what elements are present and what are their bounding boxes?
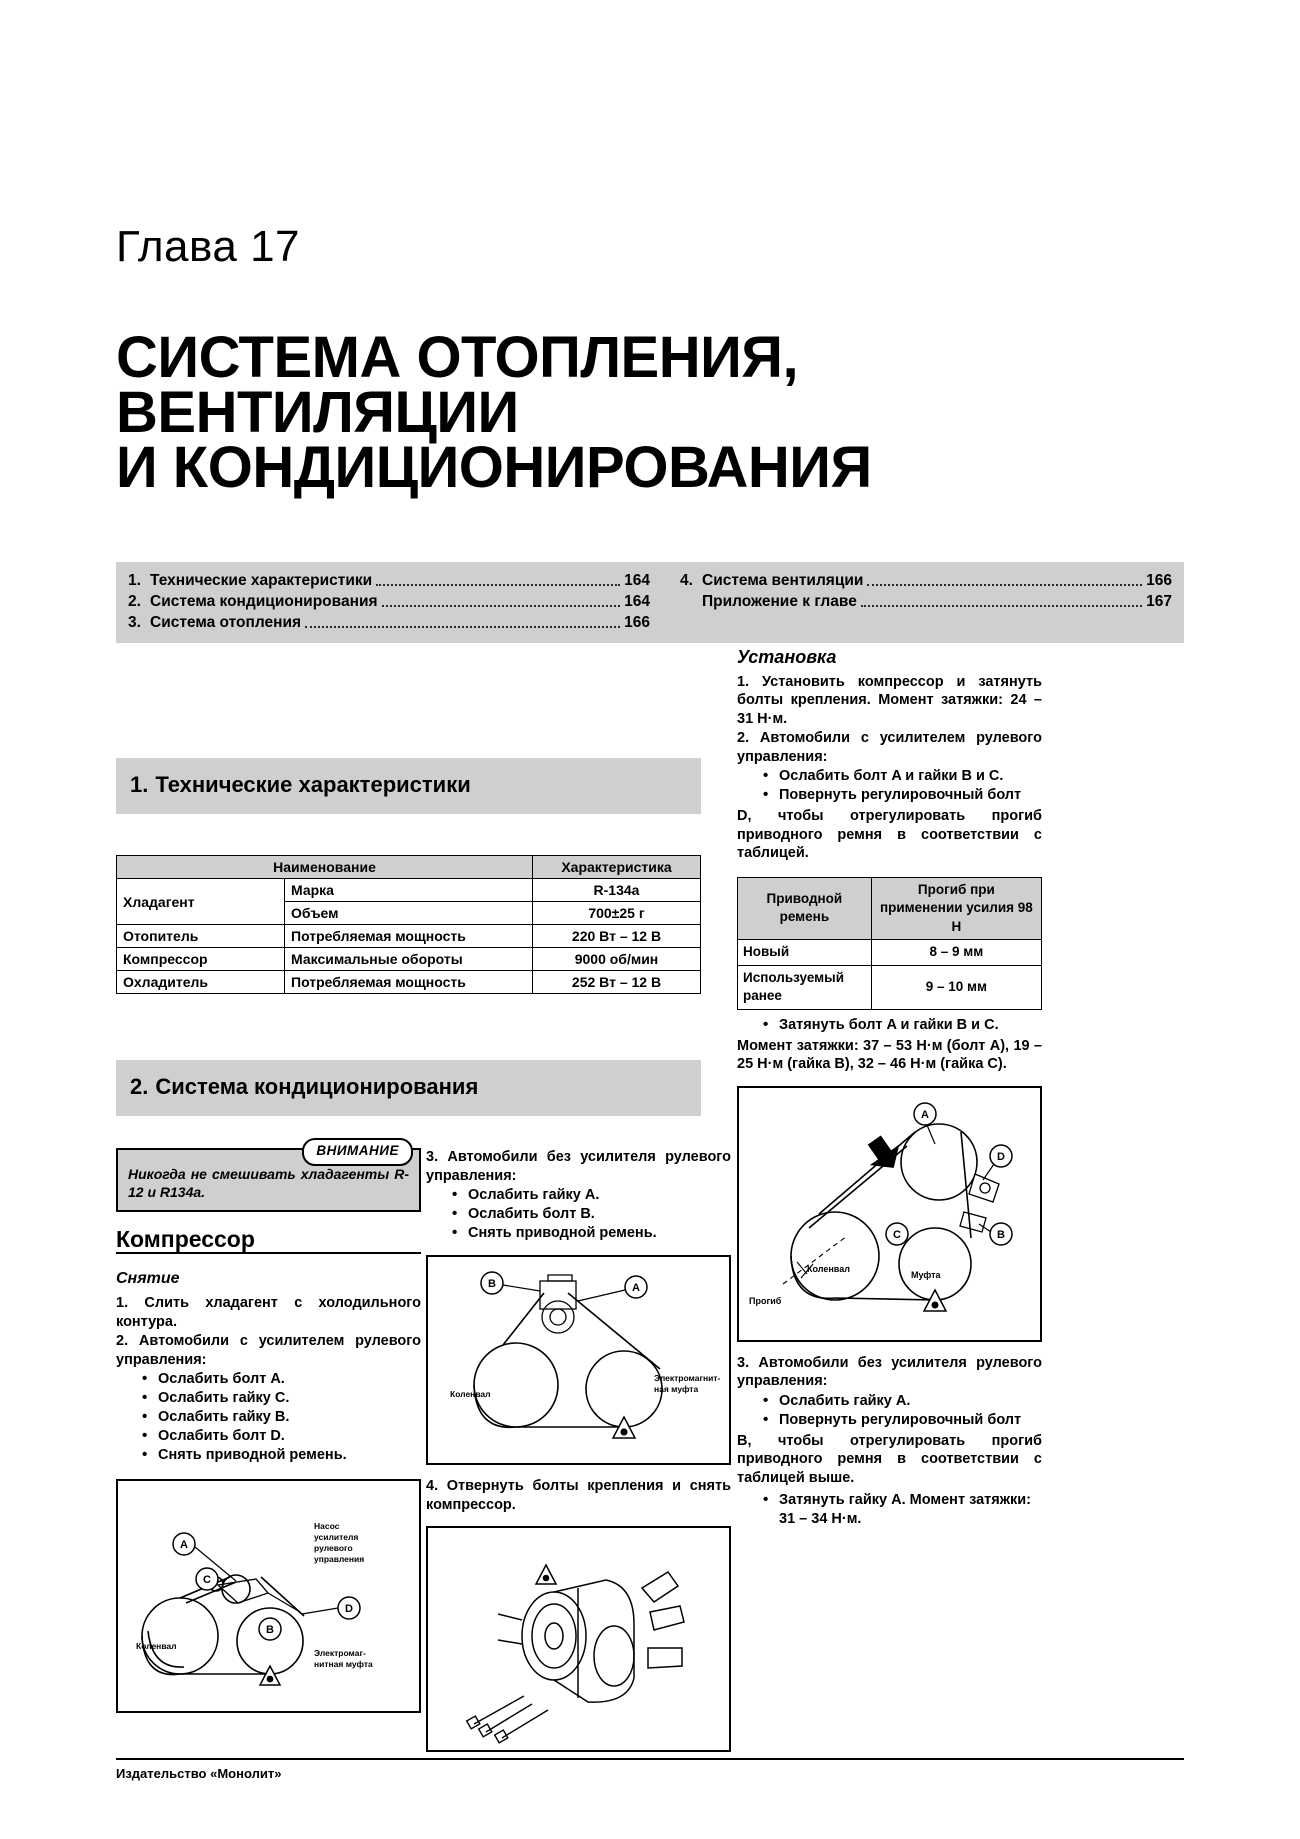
callout-d: D (997, 1150, 1005, 1163)
install-step-2-bullets (737, 767, 1042, 805)
right-column (737, 648, 1042, 1531)
install-tighten-bullet (737, 1016, 1042, 1035)
cell-value: 9000 об/мин (533, 948, 701, 971)
crankshaft-symbol (260, 1666, 280, 1685)
figure-compressor (426, 1526, 731, 1752)
toc-label: Система кондиционирования (150, 593, 378, 610)
install-step-1-number: 1. (737, 673, 750, 690)
figure-2-drawing (428, 1257, 730, 1463)
cell-param: Максимальные обороты (285, 948, 533, 971)
toc-leader (867, 574, 1142, 586)
callout-c: C (893, 1228, 901, 1241)
column-header-name: Наименование (117, 856, 533, 879)
list-item: • Снять приводной ремень. (158, 1446, 421, 1465)
step-4 (426, 1477, 731, 1514)
list-item: • Повернуть регулировочный болт (779, 786, 1042, 805)
list-item: • Ослабить гайку A. (779, 1392, 1042, 1411)
figure-1-drawing (118, 1481, 420, 1711)
left-column (116, 1143, 422, 1713)
toc-leader (376, 574, 620, 586)
figure-3-label-deflection: Прогиб (749, 1295, 782, 1306)
install-step-1-text: Установить компрессор и затянуть болты крепления. Момент затяжки: 24 – 31 Н·м. (737, 673, 1042, 727)
list-item: • Снять приводной ремень. (468, 1224, 731, 1243)
install-step-3-number: 3. (737, 1354, 750, 1371)
column-header-belt: Приводной ремень (738, 877, 872, 940)
callout-b: B (488, 1278, 496, 1290)
table-row (117, 925, 701, 948)
callout-d: D (345, 1603, 353, 1615)
step-3-number: 3. (426, 1149, 439, 1165)
table-row (117, 948, 701, 971)
removal-heading: Снятие (116, 1269, 180, 1287)
figure-2-label-crankshaft: Коленвал (450, 1389, 491, 1399)
install-step-3 (737, 1354, 1042, 1391)
toc-number: 2. (128, 593, 141, 610)
install-step-1 (737, 673, 1042, 729)
figure-3-label-crankshaft: Коленвал (807, 1263, 850, 1274)
figure-3-drawing (739, 1088, 1041, 1340)
callout-a: A (921, 1108, 929, 1121)
warning-text: Никогда не смешивать хладагенты R-12 и R134a. (128, 1166, 409, 1200)
figure-1-label-pump-line4: управления (314, 1554, 365, 1564)
install-final-bullet (737, 1491, 1042, 1529)
cell-belt: Используемый ранее (738, 965, 872, 1009)
install-step-2-continued: D, чтобы отрегулировать прогиб приводного ремня в соответствии с таблицей. (737, 808, 1042, 861)
callout-b: B (997, 1228, 1005, 1241)
list-item: • Ослабить болт A и гайки B и C. (779, 767, 1042, 786)
list-item: • Ослабить болт A. (158, 1370, 421, 1389)
warning-box (116, 1143, 421, 1212)
figure-1-label-clutch-2: нитная муфта (314, 1659, 373, 1669)
toc-number: 4. (680, 572, 693, 589)
column-header-deflection: Прогиб при применении усилия 98 Н (871, 877, 1041, 940)
toc-page-number: 166 (1146, 572, 1172, 589)
table-row (117, 971, 701, 994)
toc-column-right (650, 570, 1172, 633)
table-header-row (117, 856, 701, 879)
step-1 (116, 1294, 421, 1331)
toc-label: Приложение к главе (702, 593, 857, 610)
toc-label: Система отопления (150, 614, 302, 631)
toc-page-number: 164 (624, 593, 650, 610)
figure-1-label-pump-line3: рулевого (314, 1543, 353, 1553)
install-step-3-continued: B, чтобы отрегулировать прогиб приводного ремня в соответствии с таблицей выше. (737, 1432, 1042, 1486)
cell-value: 252 Вт – 12 В (533, 971, 701, 994)
toc-column-left (128, 570, 650, 633)
step-3 (426, 1148, 731, 1185)
figure-1-label-crankshaft: Коленвал (136, 1641, 177, 1651)
chapter-title-line-1: СИСТЕМА ОТОПЛЕНИЯ, (116, 325, 799, 390)
step-2 (116, 1332, 421, 1369)
toc-item[interactable] (128, 570, 650, 591)
cell-group: Хладагент (117, 879, 285, 925)
figure-1-label-pump-line1: Насос (314, 1521, 340, 1531)
list-item: • Затянуть болт A и гайки B и C. (779, 1016, 1042, 1035)
install-step-3-bullets (737, 1392, 1042, 1430)
section-2-number: 2. (130, 1074, 149, 1099)
list-item: • Ослабить гайку B. (158, 1408, 421, 1427)
footer-publisher: Издательство «Монолит» (116, 1766, 282, 1781)
section-2-title: Система кондиционирования (155, 1074, 479, 1099)
toc-page-number: 166 (624, 614, 650, 631)
middle-column (426, 1148, 731, 1752)
list-item: • Затянуть гайку A. Момент затяжки: 31 – 34 Н·м. (779, 1491, 1042, 1529)
table-row (738, 965, 1042, 1009)
step-3-bullet-list (426, 1186, 731, 1243)
table-of-contents (116, 562, 1184, 643)
list-item: • Ослабить болт B. (468, 1205, 731, 1224)
figure-belt-layout-power-steering (116, 1479, 421, 1713)
cell-param: Марка (285, 879, 533, 902)
section-1-heading (116, 758, 701, 814)
step-3-text: Автомобили без усилителя рулевого управления: (426, 1149, 731, 1184)
list-item: • Повернуть регулировочный болт (779, 1411, 1042, 1430)
cell-value: 700±25 г (533, 902, 701, 925)
belt-deflection-table (737, 877, 1042, 1010)
callout-a: A (180, 1539, 188, 1551)
cell-deflection: 8 – 9 мм (871, 940, 1041, 966)
toc-page-number: 167 (1146, 593, 1172, 610)
install-step-2 (737, 729, 1042, 766)
cell-group: Компрессор (117, 948, 285, 971)
install-step-2-number: 2. (737, 730, 750, 746)
step-2-number: 2. (116, 1333, 129, 1349)
list-item: • Ослабить гайку A. (468, 1186, 731, 1205)
column-header-value: Характеристика (533, 856, 701, 879)
step-1-text: Слить хладагент с холодильного контура. (116, 1295, 422, 1330)
step-4-text: Отвернуть болты крепления и снять компрессор. (426, 1478, 731, 1513)
specifications-table-wrapper (116, 855, 701, 994)
removal-bullet-list (116, 1370, 421, 1465)
cell-belt: Новый (738, 940, 872, 966)
specifications-table (116, 855, 701, 994)
figure-4-drawing (428, 1528, 730, 1750)
chapter-title-line-2: ВЕНТИЛЯЦИИ (116, 380, 519, 445)
table-header-row (738, 877, 1042, 940)
toc-leader (305, 616, 620, 628)
step-2-text: Автомобили с усилителем рулевого управления: (116, 1333, 421, 1368)
step-1-number: 1. (116, 1295, 129, 1311)
table-row (738, 940, 1042, 966)
warning-badge: ВНИМАНИЕ (302, 1138, 413, 1166)
list-item: • Ослабить болт D. (158, 1427, 421, 1446)
install-torque-text: Момент затяжки: 37 – 53 Н·м (болт A), 19 – 25 Н·м (гайка B), 32 – 46 Н·м (гайка C). (737, 1037, 1042, 1072)
toc-label: Система вентиляции (702, 572, 864, 589)
chapter-label: Глава 17 (116, 222, 301, 271)
callout-a: A (632, 1282, 640, 1294)
figure-2-label-clutch-2: ная муфта (654, 1384, 699, 1394)
list-item: • Ослабить гайку C. (158, 1389, 421, 1408)
figure-belt-adjustment (737, 1086, 1042, 1342)
chapter-title (116, 325, 1076, 500)
toc-item[interactable] (128, 612, 650, 633)
cell-group: Отопитель (117, 925, 285, 948)
cell-param: Потребляемая мощность (285, 971, 533, 994)
toc-number: 3. (128, 614, 141, 631)
section-2-heading (116, 1060, 701, 1116)
cell-param: Потребляемая мощность (285, 925, 533, 948)
chapter-title-line-3: И КОНДИЦИОНИРОВАНИЯ (116, 435, 872, 500)
table-row (117, 879, 701, 902)
figure-3-label-clutch: Муфта (911, 1269, 941, 1280)
figure-1-label-pump-line2: усилителя (314, 1532, 359, 1542)
toc-item[interactable] (680, 591, 1172, 612)
callout-c: C (203, 1574, 211, 1586)
cell-value: R-134a (533, 879, 701, 902)
section-1-title: Технические характеристики (155, 772, 471, 797)
install-heading: Установка (737, 647, 837, 667)
crankshaft-symbol (536, 1565, 556, 1584)
cell-group: Охладитель (117, 971, 285, 994)
toc-item[interactable] (680, 570, 1172, 591)
callout-b: B (266, 1624, 274, 1636)
toc-number: 1. (128, 572, 141, 589)
cell-value: 220 Вт – 12 В (533, 925, 701, 948)
toc-page-number: 164 (624, 572, 650, 589)
compressor-heading: Компрессор (116, 1230, 421, 1254)
section-1-number: 1. (130, 772, 149, 797)
step-4-number: 4. (426, 1478, 439, 1494)
toc-leader (382, 595, 621, 607)
toc-item[interactable] (128, 591, 650, 612)
figure-belt-layout-no-power-steering (426, 1255, 731, 1465)
figure-1-label-clutch-1: Электромаг- (314, 1648, 366, 1658)
install-step-2-text: Автомобили с усилителем рулевого управления: (737, 730, 1042, 765)
toc-leader (861, 595, 1142, 607)
footer-divider (116, 1758, 1184, 1760)
toc-label: Технические характеристики (150, 572, 373, 589)
cell-deflection: 9 – 10 мм (871, 965, 1041, 1009)
install-step-3-text: Автомобили без усилителя рулевого управления: (737, 1354, 1042, 1389)
figure-2-label-clutch-1: Электромагнит- (654, 1373, 721, 1383)
cell-param: Объем (285, 902, 533, 925)
